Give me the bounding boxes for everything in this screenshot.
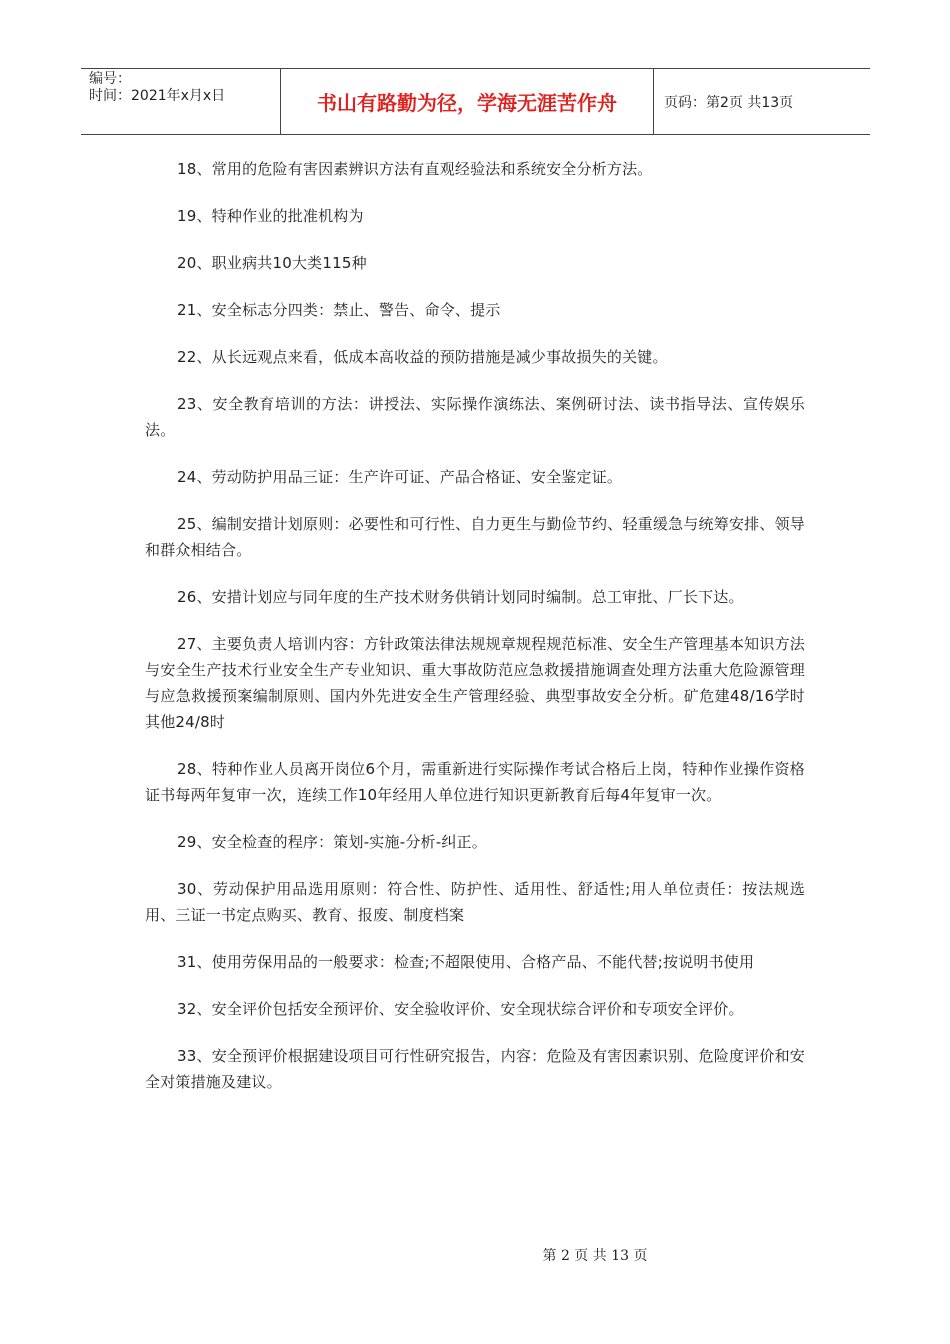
paragraph-31: 31、使用劳保用品的一般要求：检查;不超限使用、合格产品、不能代替;按说明书使用 <box>177 953 755 971</box>
paragraph-19: 19、特种作业的批准机构为 <box>177 207 364 225</box>
paragraph-28: 28、特种作业人员离开岗位6个月，需重新进行实际操作考试合格后上岗，特种作业操作资格证书每两年复审一次，连续工作10年经用人单位进行知识更新教育后每4年复审一次。 <box>145 760 805 804</box>
paragraph-24: 24、劳动防护用品三证：生产许可证、产品合格证、安全鉴定证。 <box>177 468 623 486</box>
document-body <box>145 156 805 1116</box>
paragraph-29: 29、安全检查的程序：策划-实施-分析-纠正。 <box>177 833 487 851</box>
page-header <box>81 68 870 135</box>
paragraph-20: 20、职业病共10大类115种 <box>177 254 367 272</box>
paragraph-23: 23、安全教育培训的方法：讲授法、实际操作演练法、案例研讨法、读书指导法、宣传娱乐法。 <box>145 395 805 439</box>
document-date: 时间：2021年x月x日 <box>89 88 226 104</box>
paragraph-22: 22、从长远观点来看，低成本高收益的预防措施是减少事故损失的关键。 <box>177 348 668 366</box>
paragraph-18: 18、常用的危险有害因素辨识方法有直观经验法和系统安全分析方法。 <box>177 160 653 178</box>
paragraph-21: 21、安全标志分四类：禁止、警告、命令、提示 <box>177 301 501 319</box>
paragraph-30: 30、劳动保护用品选用原则：符合性、防护性、适用性、舒适性;用人单位责任：按法规选用、三证一书定点购买、教育、报废、制度档案 <box>145 880 805 924</box>
paragraph-32: 32、安全评价包括安全预评价、安全验收评价、安全现状综合评价和专项安全评价。 <box>177 1000 744 1018</box>
header-motto: 书山有路勤为径，学海无涯苦作舟 <box>281 69 654 134</box>
page-footer: 第 2 页 共 13 页 <box>542 1248 648 1264</box>
header-meta <box>81 69 281 134</box>
paragraph-33: 33、安全预评价根据建设项目可行性研究报告，内容：危险及有害因素识别、危险度评价和安全对策措施及建议。 <box>145 1047 805 1091</box>
paragraph-25: 25、编制安措计划原则：必要性和可行性、自力更生与勤俭节约、轻重缓急与统筹安排、领导和群众相结合。 <box>145 515 805 559</box>
paragraph-27: 27、主要负责人培训内容：方针政策法律法规规章规程规范标准、安全生产管理基本知识方法与安全生产技术行业安全生产专业知识、重大事故防范应急救援措施调查处理方法重大危险源管理与应急救援预案编制原则、国内外先进安全生产管理经验、典型事故安全分析。矿危建48/16学时其他24/8时 <box>145 635 805 731</box>
header-page-info: 页码：第2页 共13页 <box>664 94 794 111</box>
document-number-label: 编号： <box>89 71 131 87</box>
paragraph-26: 26、安措计划应与同年度的生产技术财务供销计划同时编制。总工审批、厂长下达。 <box>177 588 744 606</box>
